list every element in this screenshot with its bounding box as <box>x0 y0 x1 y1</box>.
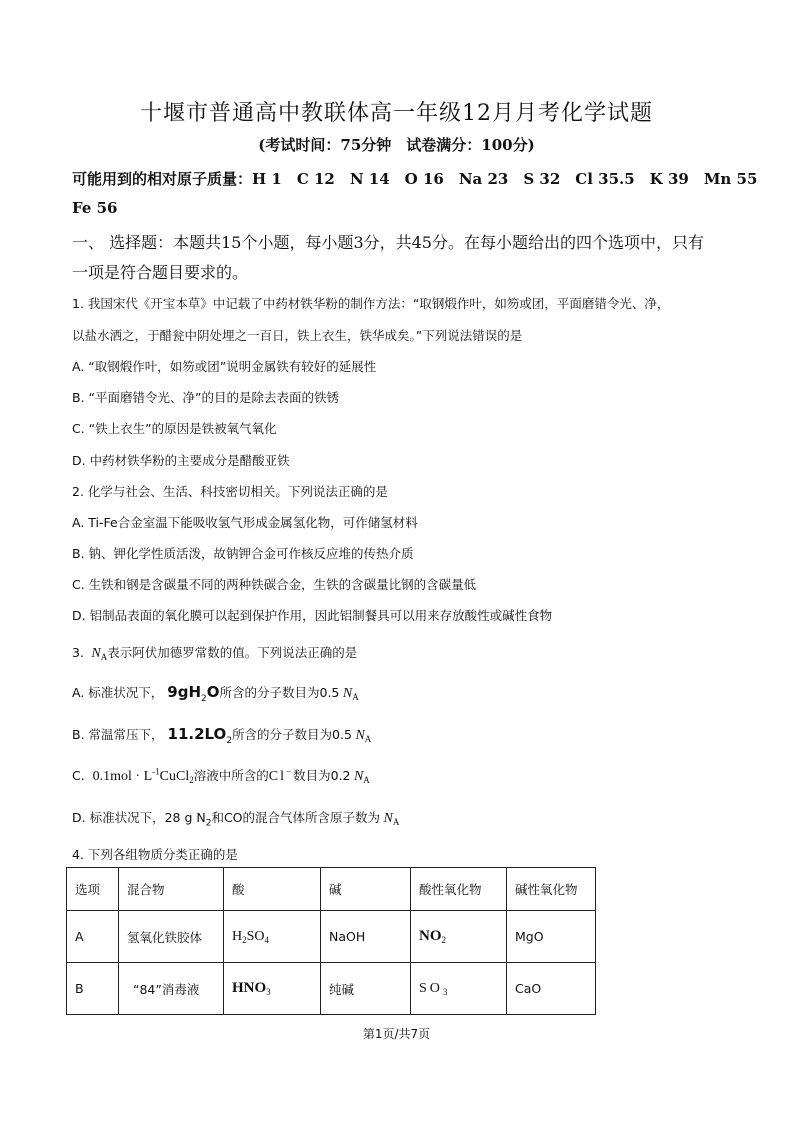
q4-stem: 4. 下列各组物质分类正确的是 <box>72 847 238 862</box>
section-heading-line-2: 一项是符合题目要求的。 <box>72 263 249 282</box>
header-acidic-oxide: 酸性氧化物 <box>411 868 507 911</box>
row-a-acid: $H_2SO_4$ <box>224 911 321 963</box>
page-footer: 第1页/共7页 <box>362 1027 431 1041</box>
q3-option-a: A. 标准状况下， $9gH_2O$所含的分子数目为0.5 $N_A$ <box>72 683 359 704</box>
row-a-acidic-oxide: $NO_2$ <box>411 911 507 963</box>
row-b-basic-oxide: CaO <box>507 963 596 1015</box>
section-heading-line-1: 一、 选择题：本题共15个小题，每小题3分，共45分。在每小题给出的四个选项中，只有 <box>72 233 704 252</box>
row-b-base: 纯碱 <box>321 963 411 1015</box>
table-row <box>67 963 596 1015</box>
q3-number: 3. <box>72 645 84 660</box>
q2-option-c: C. 生铁和钢是含碳量不同的两种铁碳合金，生铁的含碳量比钢的含碳量低 <box>72 577 477 592</box>
header-basic-oxide: 碱性氧化物 <box>507 868 596 911</box>
row-a-option: A <box>67 911 119 963</box>
q2-option-d: D. 铝制品表面的氧化膜可以起到保护作用，因此铝制餐具可以用来存放酸性或碱性食物 <box>72 608 553 623</box>
row-b-acid: $HNO_3$ <box>224 963 321 1015</box>
row-b-acidic-oxide: $SO_3$ <box>411 963 507 1015</box>
q2-option-b: B. 钠、钾化学性质活泼，故钠钾合金可作核反应堆的传热介质 <box>72 546 414 561</box>
q3-c-chloride-ion: Cl− <box>268 766 294 784</box>
q3-option-d: D. 标准状况下，28 g $N_2$和CO的混合气体所含原子数为 $N_A$ <box>72 810 400 829</box>
q3-b-formula: $11.2LO_2$ <box>167 725 233 746</box>
q1-stem-line-2: 以盐水洒之，于醋瓮中阴处埋之一百日，铁上衣生，铁华成矣。”下列说法错误的是 <box>72 328 523 343</box>
q3-stem <box>72 643 357 662</box>
q3-a-formula: $9gH_2O$ <box>167 683 220 704</box>
q3-option-b: B. 常温常压下， $11.2LO_2$所含的分子数目为0.5 $N_A$ <box>72 725 372 746</box>
header-acid: 酸 <box>224 868 321 911</box>
atomic-mass-line-1: 可能用到的相对原子质量：H 1 C 12 N 14 O 16 Na 23 S 32 Cl 35.5 K 39 Mn 55 <box>72 170 758 188</box>
q3-c-formula: $0.1mol \cdot L^{-1}CuCl_2$ <box>92 766 194 785</box>
row-a-base: NaOH <box>321 911 411 963</box>
table-row <box>67 911 596 963</box>
q1-option-a: A. “取钢煅作叶，如笏或团”说明金属铁有较好的延展性 <box>72 359 377 374</box>
header-mixture: 混合物 <box>119 868 224 911</box>
table-header-row <box>67 868 596 911</box>
q4-classification-table <box>66 867 596 1015</box>
row-a-basic-oxide: MgO <box>507 911 596 963</box>
q3-stem-text: 表示阿伏加德罗常数的值。下列说法正确的是 <box>107 645 358 660</box>
q1-option-d: D. 中药材铁华粉的主要成分是醋酸亚铁 <box>72 453 290 468</box>
header-option: 选项 <box>67 868 119 911</box>
q3-avogadro-symbol: $N_A$ <box>91 646 108 662</box>
q1-stem-line-1: 1. 我国宋代《开宝本草》中记载了中药材铁华粉的制作方法：“取钢煅作叶，如笏或团，平面磨错令光、净， <box>72 296 670 311</box>
q1-option-b: B. “平面磨错令光、净”的目的是除去表面的铁锈 <box>72 390 339 405</box>
row-b-option: B <box>67 963 119 1015</box>
header-base: 碱 <box>321 868 411 911</box>
exam-subtitle: (考试时间：75分钟 试卷满分：100分) <box>258 136 535 154</box>
q2-stem: 2. 化学与社会、生活、科技密切相关。下列说法正确的是 <box>72 484 388 499</box>
exam-title: 十堰市普通高中教联体高一年级12月月考化学试题 <box>140 101 653 126</box>
row-a-mixture: 氢氧化铁胶体 <box>119 911 224 963</box>
row-b-mixture: “84”消毒液 <box>119 963 224 1015</box>
q3-option-c: C. $0.1mol \cdot L^{-1}CuCl_2$溶液中所含的Cl−数目为0.2 $N_A$ <box>72 766 370 785</box>
q2-option-a: A. Ti-Fe合金室温下能吸收氢气形成金属氢化物，可作储氢材料 <box>72 515 418 530</box>
q1-option-c: C. “铁上衣生”的原因是铁被氧气氧化 <box>72 421 277 436</box>
atomic-mass-line-2: Fe 56 <box>72 199 118 217</box>
